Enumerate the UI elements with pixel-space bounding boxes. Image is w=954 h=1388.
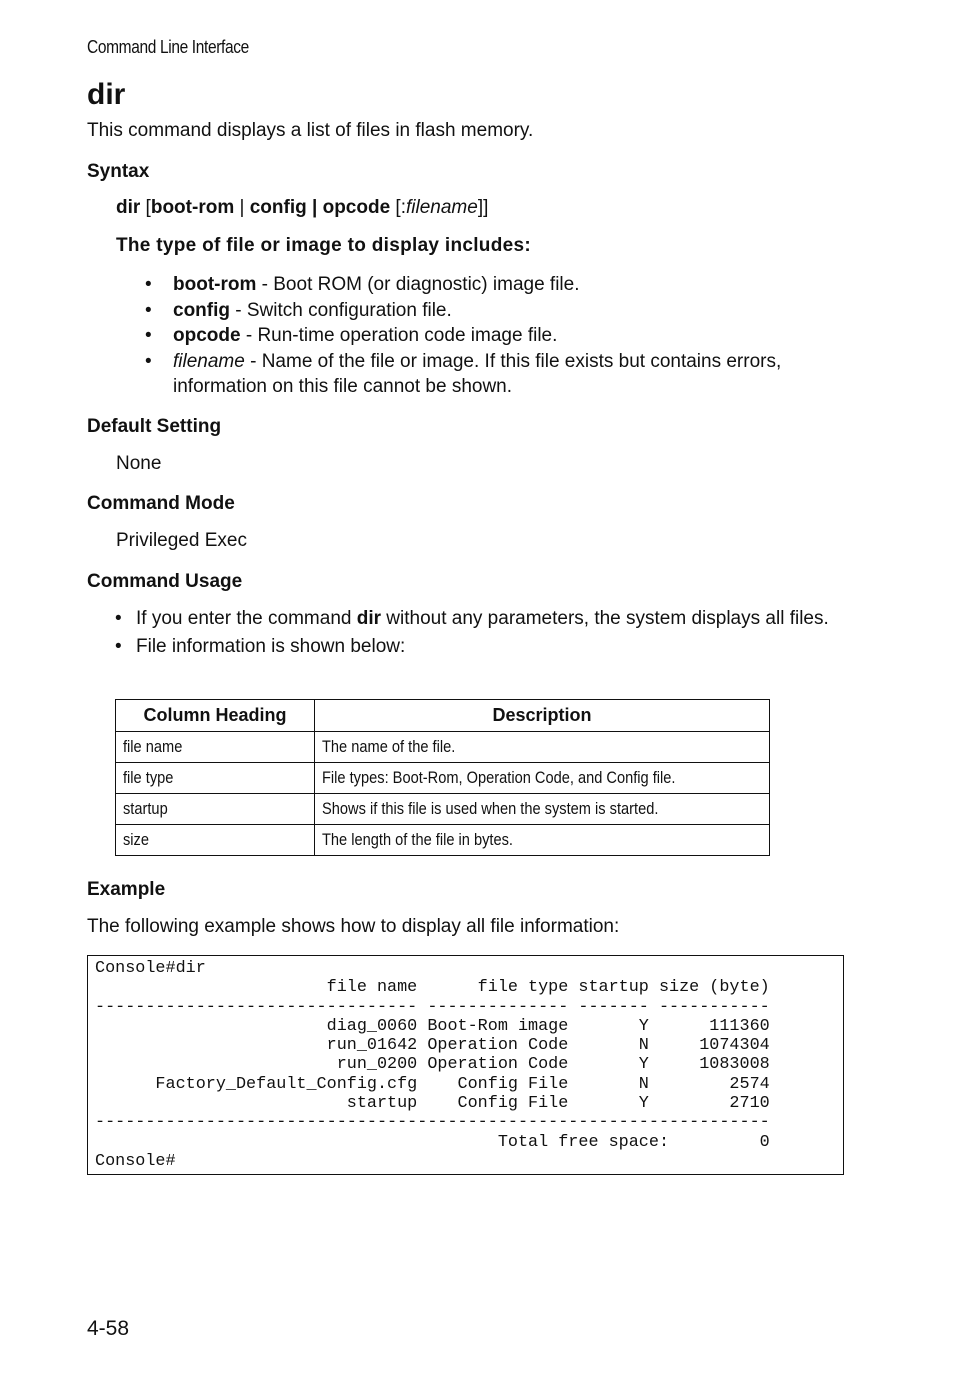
table-cell: Shows if this file is used when the system is started. [315,794,770,825]
item-desc: - Run-time operation code image file. [240,325,558,347]
table-cell: The name of the file. [315,732,770,763]
running-header: Command Line Interface [87,37,249,57]
table-row [116,825,770,856]
syntax-colon: [: [390,197,406,218]
table-row [116,732,770,763]
bullet-icon: • [145,274,152,295]
item-term: boot-rom [173,274,257,295]
example-intro: The following example shows how to display all file information: [87,916,620,937]
file-info-table [115,699,770,856]
bullet-icon: • [145,325,152,347]
syntax-heading: Syntax [87,161,150,182]
list-item [145,323,845,349]
syntax-opt-config-opcode: config | opcode [249,197,391,218]
command-usage-heading: Command Usage [87,571,243,592]
list-item [145,272,845,298]
item-term: opcode [173,325,241,347]
table-row [116,794,770,825]
command-mode-heading: Command Mode [87,493,235,514]
list-item [115,634,845,659]
list-item [115,606,845,631]
default-setting-value: None [116,453,162,474]
column-header: Column Heading [116,700,315,732]
command-description: This command displays a list of files in flash memory. [87,120,534,141]
table-cell: The length of the file in bytes. [315,825,770,856]
syntax-line [116,197,488,219]
table-cell: startup [116,794,315,825]
console-output-box [87,955,844,1175]
syntax-items-list [145,272,845,400]
table-cell: file name [116,732,315,763]
usage-command: dir [356,608,382,629]
syntax-close: ]] [477,197,489,218]
syntax-opt-bootrom: boot-rom [150,197,235,218]
command-mode-value: Privileged Exec [116,530,247,551]
table-header-row [116,700,770,732]
item-desc: - Name of the file or image. If this file exists but contains errors, information on this file cannot be shown. [173,350,782,398]
command-usage-list [115,606,845,659]
bullet-icon: • [115,608,122,629]
item-term: filename [173,350,245,372]
table-row [116,763,770,794]
item-desc: - Boot ROM (or diagnostic) image file. [256,274,580,295]
page-number: 4-58 [87,1317,130,1340]
list-item [145,349,845,400]
column-header: Description [315,700,770,732]
usage-text: If you enter the command [136,608,357,629]
bullet-icon: • [115,636,122,657]
example-heading: Example [87,879,166,900]
syntax-open: [ [140,197,151,218]
bullet-icon: • [145,299,152,321]
item-desc: - Switch configuration file. [230,299,452,321]
console-output: Console#dir file name file type startup size (byte) -------------------------------- -------------- ------- ----------- diag_0060 Boot-Rom image Y 111360 run_01642 Operation Code N 1074304 run_0200 Operation Code Y 1083008 Factory_Default_Config.cfg Config File N 2574 startup Config File Y 2710 ------------------------------------------------------------------- Total free space: 0 Console# [95,959,770,1171]
table-cell: File types: Boot-Rom, Operation Code, and Config file. [315,763,770,794]
list-item [145,298,845,324]
default-setting-heading: Default Setting [87,416,222,437]
item-term: config [173,299,230,321]
command-title: dir [87,78,126,111]
syntax-sep: | [234,197,250,218]
usage-text: File information is shown below: [136,636,406,657]
bullet-icon: • [145,350,152,372]
syntax-cmd: dir [116,197,141,218]
table-cell: file type [116,763,315,794]
usage-text: without any parameters, the system displays all files. [381,608,829,629]
syntax-subheading: The type of file or image to display includes: [116,235,531,256]
syntax-param: filename [405,197,478,218]
table-cell: size [116,825,315,856]
